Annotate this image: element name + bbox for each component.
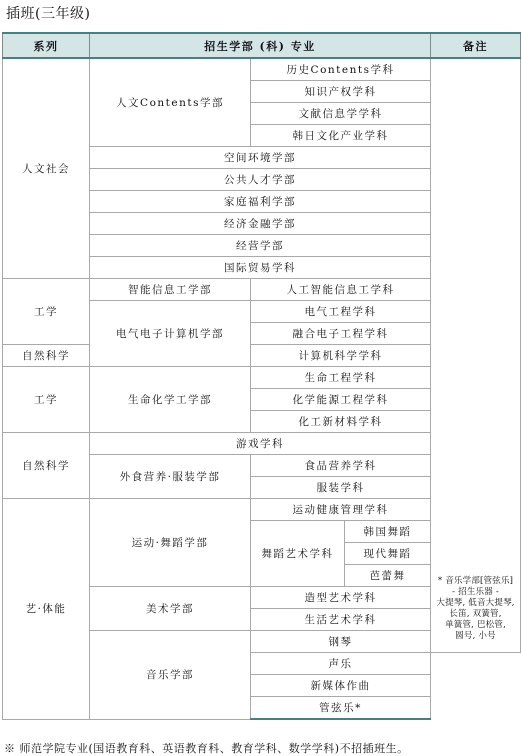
page-title: 插班(三年级) bbox=[6, 6, 91, 22]
table-row bbox=[3, 58, 521, 81]
major-cell: 新媒体作曲 bbox=[251, 675, 431, 697]
track-cell: 芭蕾舞 bbox=[345, 565, 431, 587]
school-cell: 经济金融学部 bbox=[90, 213, 431, 235]
major-cell: 历史Contents学科 bbox=[251, 58, 431, 81]
school-cell: 人文Contents学部 bbox=[90, 58, 251, 147]
remarks-line: 圆号, 小号 bbox=[455, 631, 496, 641]
major-cell: 管弦乐* bbox=[251, 697, 431, 720]
school-cell: 美术学部 bbox=[90, 587, 251, 631]
school-cell: 游戏学科 bbox=[90, 433, 431, 455]
school-cell: 音乐学部 bbox=[90, 631, 251, 720]
school-cell: 生命化学工学部 bbox=[90, 367, 251, 433]
major-cell: 运动健康管理学科 bbox=[251, 499, 431, 521]
series-cell: 工学 bbox=[3, 367, 90, 433]
major-cell: 韩日文化产业学科 bbox=[251, 125, 431, 147]
major-cell: 人工智能信息工学科 bbox=[251, 279, 431, 301]
series-cell: 艺·体能 bbox=[3, 499, 90, 720]
major-cell: 电气工程学科 bbox=[251, 301, 431, 323]
remarks-line: * 音乐学部[管弦乐] bbox=[437, 576, 514, 586]
major-cell: 生命工程学科 bbox=[251, 367, 431, 389]
header-dept: 招生学部 (科) 专业 bbox=[90, 33, 431, 58]
major-cell: 文献信息学学科 bbox=[251, 103, 431, 125]
table-header-row bbox=[3, 33, 521, 58]
remarks-line: 大提琴, 低音大提琴, bbox=[436, 598, 515, 608]
remarks-line: 长笛, 双簧管, bbox=[449, 609, 502, 619]
series-cell: 自然科学 bbox=[3, 345, 90, 367]
school-cell: 运动·舞蹈学部 bbox=[90, 499, 251, 587]
major-cell: 食品营养学科 bbox=[251, 455, 431, 477]
major-cell: 钢琴 bbox=[251, 631, 431, 653]
school-cell: 国际贸易学科 bbox=[90, 257, 431, 279]
school-cell: 经营学部 bbox=[90, 235, 431, 257]
major-cell: 生活艺术学科 bbox=[251, 609, 431, 631]
major-cell: 化学能源工程学科 bbox=[251, 389, 431, 411]
admission-table bbox=[2, 32, 521, 720]
major-cell: 融合电子工程学科 bbox=[251, 323, 431, 345]
track-cell: 现代舞蹈 bbox=[345, 543, 431, 565]
major-cell: 化工新材料学科 bbox=[251, 411, 431, 433]
school-cell: 家庭福利学部 bbox=[90, 191, 431, 213]
school-cell: 空间环境学部 bbox=[90, 147, 431, 169]
major-cell: 舞蹈艺术学科 bbox=[251, 521, 345, 587]
school-cell: 电气电子计算机学部 bbox=[90, 301, 251, 367]
school-cell: 智能信息工学部 bbox=[90, 279, 251, 301]
series-cell: 人文社会 bbox=[3, 58, 90, 279]
major-cell: 计算机科学学科 bbox=[251, 345, 431, 367]
school-cell: 公共人才学部 bbox=[90, 169, 431, 191]
track-cell: 韩国舞蹈 bbox=[345, 521, 431, 543]
major-cell: 服装学科 bbox=[251, 477, 431, 499]
remarks-cell bbox=[431, 58, 521, 653]
major-cell: 声乐 bbox=[251, 653, 431, 675]
series-cell: 工学 bbox=[3, 279, 90, 345]
series-cell: 自然科学 bbox=[3, 433, 90, 499]
major-cell: 造型艺术学科 bbox=[251, 587, 431, 609]
header-remarks: 备注 bbox=[431, 33, 521, 58]
school-cell: 外食营养·服装学部 bbox=[90, 455, 251, 499]
header-series: 系列 bbox=[3, 33, 90, 58]
footnote: ※ 师范学院专业(国语教育科、英语教育科、教育学科、数学学科)不招插班生。 bbox=[4, 742, 409, 755]
remarks-line: 单簧管, 巴松管, bbox=[445, 620, 506, 630]
major-cell: 知识产权学科 bbox=[251, 81, 431, 103]
remarks-line: - 招生乐器 - bbox=[452, 587, 499, 597]
